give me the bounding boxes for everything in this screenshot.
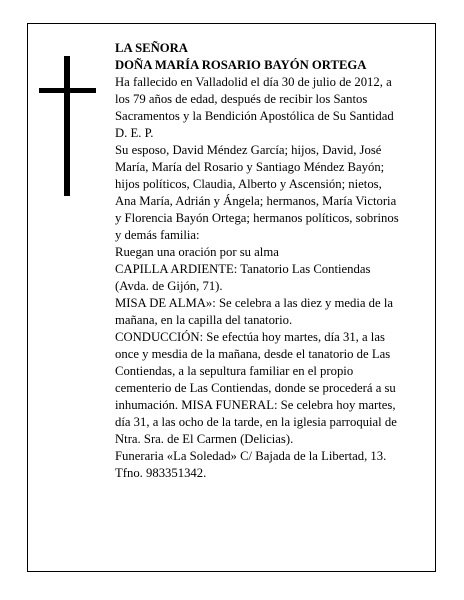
notice-title: LA SEÑORA: [115, 41, 188, 55]
body-line: Funeraria «La Soledad» C/ Bajada de la Libertad, 13.: [115, 449, 387, 463]
cross-horizontal-bar: [39, 88, 96, 93]
body-line: Sacramentos y la Bendición Apostólica de Su Santidad: [115, 109, 394, 123]
body-line: MISA DE ALMA»: Se celebra a las diez y media de la: [115, 296, 393, 310]
body-line: Ntra. Sra. de El Carmen (Delicias).: [115, 432, 294, 446]
body-line: día 31, a las ocho de la tarde, en la iglesia parroquial de: [115, 415, 397, 429]
body-line: CONDUCCIÓN: Se efectúa hoy martes, día 31, a las: [115, 330, 385, 344]
body-line: cementerio de Las Contiendas, donde se procederá a su: [115, 381, 396, 395]
body-line: María, María del Rosario y Santiago Méndez Bayón;: [115, 160, 385, 174]
body-line: inhumación. MISA FUNERAL: Se celebra hoy martes,: [115, 398, 396, 412]
body-line: CAPILLA ARDIENTE: Tanatorio Las Contiendas: [115, 262, 371, 276]
body-line: Ha fallecido en Valladolid el día 30 de julio de 2012, a: [115, 75, 392, 89]
cross-icon: [39, 56, 99, 196]
body-line: D. E. P.: [115, 126, 154, 140]
body-line: hijos políticos, Claudia, Alberto y Ascensión; nietos,: [115, 177, 382, 191]
body-line: y demás familia:: [115, 228, 200, 242]
cross-vertical-bar: [64, 56, 70, 196]
body-line: (Avda. de Gijón, 71).: [115, 279, 223, 293]
body-line: once y mesdia de la mañana, desde el tanatorio de Las: [115, 347, 391, 361]
body-line: Su esposo, David Méndez García; hijos, David, José: [115, 143, 382, 157]
body-line: Ruegan una oración por su alma: [115, 245, 279, 259]
body-line: Contiendas, a la sepultura familiar en el propio: [115, 364, 354, 378]
body-line: los 79 años de edad, después de recibir los Santos: [115, 92, 368, 106]
body-line: mañana, en la capilla del tanatorio.: [115, 313, 293, 327]
obituary-text: [115, 40, 423, 482]
body-line: Tfno. 983351342.: [115, 466, 207, 480]
deceased-name: DOÑA MARÍA ROSARIO BAYÓN ORTEGA: [115, 58, 367, 72]
body-line: y Florencia Bayón Ortega; hermanos políticos, sobrinos: [115, 211, 399, 225]
body-line: Ana María, Adrián y Ángela; hermanos, María Victoria: [115, 194, 397, 208]
